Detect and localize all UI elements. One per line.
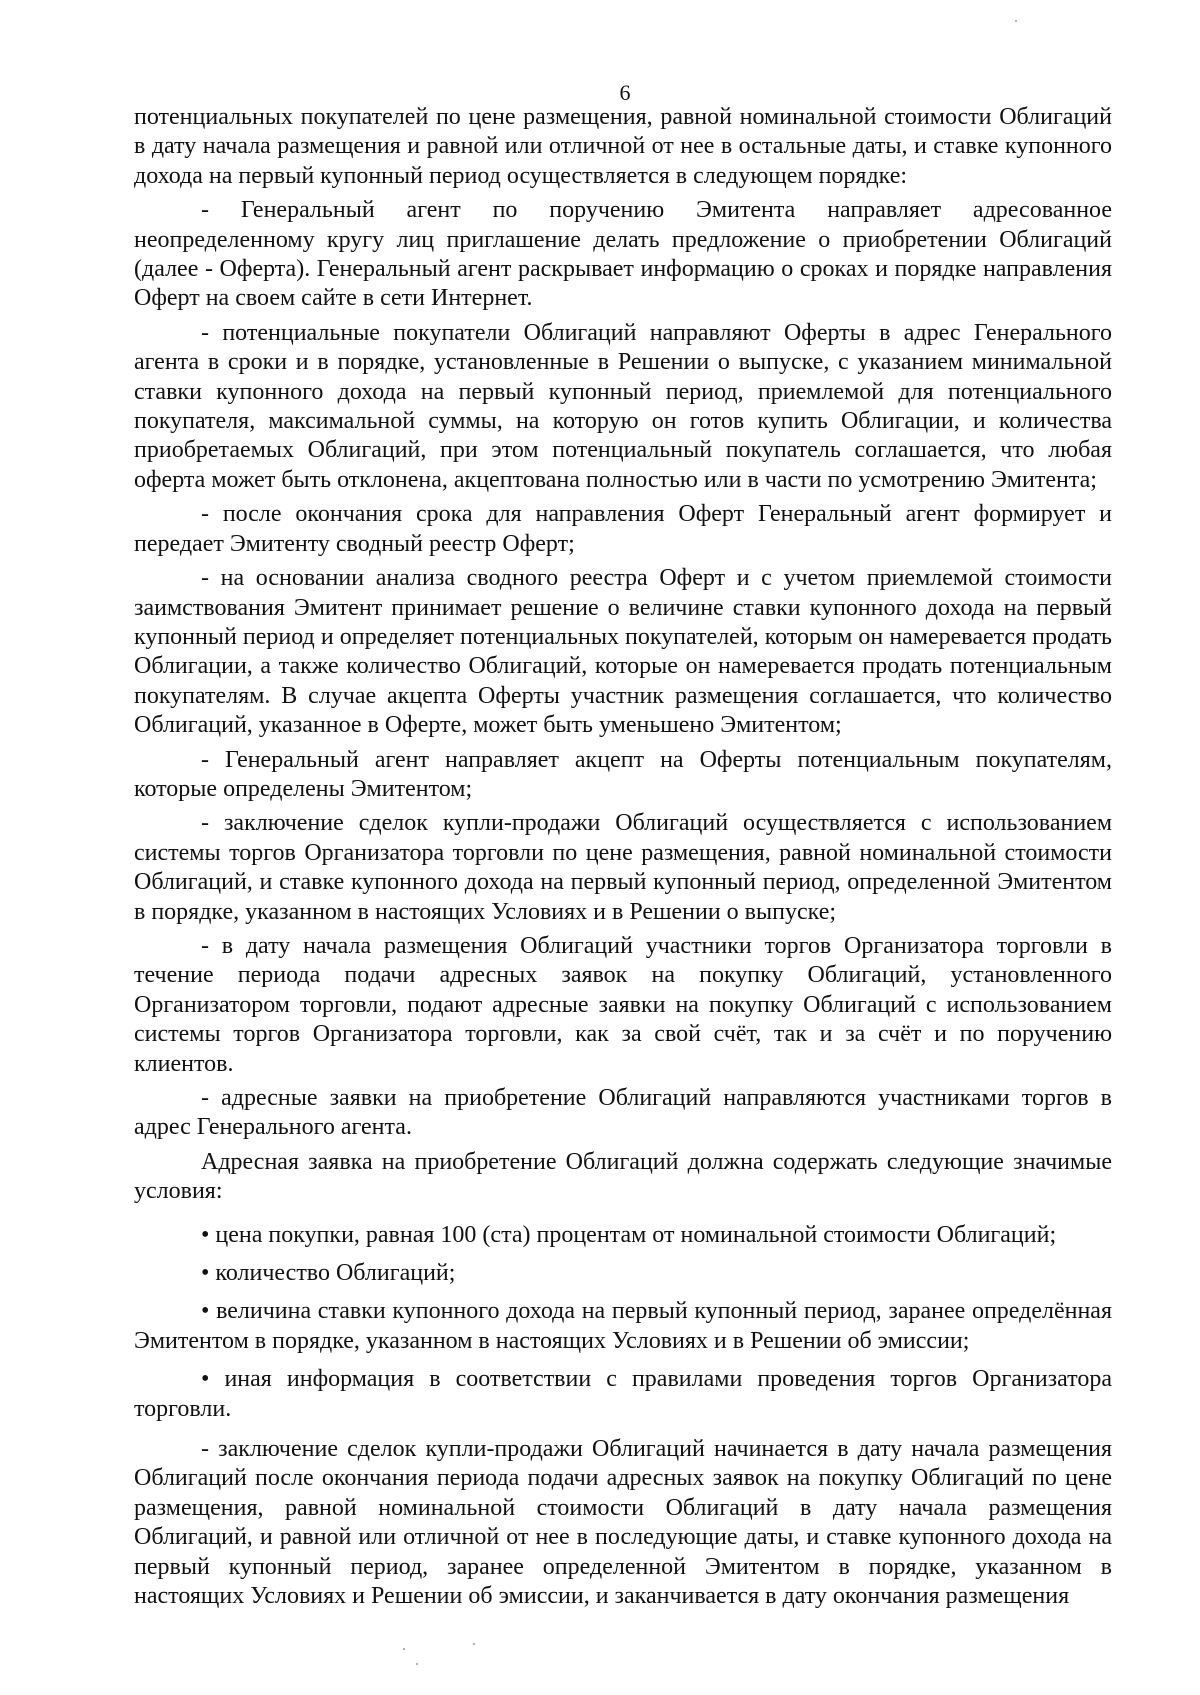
paragraph-offer-registry: - после окончания срока для направления Оферт Генеральный агент формирует и передает Эмитенту сводный реестр Оферт;	[134, 501, 1112, 557]
scan-speck	[403, 1648, 405, 1650]
document-body	[134, 103, 1112, 1612]
page-number: 6	[619, 80, 631, 105]
paragraph-buyers-send-offers: - потенциальные покупатели Облигаций направляют Оферты в адрес Генерального агента в сроки и в порядке, установленные в Решении о выпуске, с указанием минимальной ставки купонного дохода на первый купонный период, приемлемой для потенциального покупателя, максимальной суммы, на которую он готов купить Облигации, и количества приобретаемых Облигаций, при этом потенциальный покупатель соглашается, что любая оферта может быть отклонена, акцептована полностью или в части по усмотрению Эмитента;	[134, 319, 1112, 493]
paragraph-orders-to-agent: - адресные заявки на приобретение Облигаций направляются участниками торгов в адрес Генерального агента.	[134, 1085, 1112, 1141]
paragraph-order-conditions: Адресная заявка на приобретение Облигаций должна содержать следующие значимые условия:	[134, 1148, 1112, 1205]
scan-speck	[473, 1643, 475, 1645]
paragraph-acceptance: - Генеральный агент направляет акцепт на Оферты потенциальным покупателям, которые определены Эмитентом;	[134, 746, 1112, 802]
paragraph-placement-date-orders: - в дату начала размещения Облигаций участники торгов Организатора торговли в течение периода подачи адресных заявок на покупку Облигаций, установленного Организатором торговли, подают адресные заявки на покупку Облигаций с использованием системы торгов Организатора торговли, как за свой счёт, так и за счёт и по поручению клиентов.	[134, 932, 1112, 1077]
scan-speck	[416, 1663, 418, 1665]
paragraph-issuer-decision: - на основании анализа сводного реестра Оферт и с учетом приемлемой стоимости заимствования Эмитент принимает решение о величине ставки купонного дохода на первый купонный период и определяет потенциальных покупателей, которым он намеревается продать Облигации, а также количество Облигаций, которые он намеревается продать потенциальным покупателям. В случае акцепта Оферты участник размещения соглашается, что количество Облигаций, указанное в Оферте, может быть уменьшено Эмитентом;	[134, 565, 1112, 739]
paragraph-intro: потенциальных покупателей по цене размещения, равной номинальной стоимости Облигаций в дату начала размещения и равной или отличной от нее в остальные даты, и ставке купонного дохода на первый купонный период осуществляется в следующем порядке:	[134, 104, 1112, 189]
bullet-purchase-price: • цена покупки, равная 100 (ста) процентам от номинальной стоимости Облигаций;	[201, 1221, 1057, 1248]
paragraph-deal-conclusion: - заключение сделок купли-продажи Облигаций начинается в дату начала размещения Облигаций после окончания периода подачи адресных заявок на покупку Облигаций по цене размещения, равной номинальной стоимости Облигаций в дату начала размещения Облигаций, и равной или отличной от нее в последующие даты, и ставке купонного дохода на первый купонный период, заранее определенной Эмитентом в порядке, указанном в настоящих Условиях и Решении об эмиссии, и заканчивается в дату окончания размещения	[134, 1436, 1112, 1610]
bullet-quantity: • количество Облигаций;	[201, 1260, 456, 1287]
bullet-other-info: • иная информация в соответствии с правилами проведения торгов Организатора торговли.	[134, 1366, 1112, 1422]
bullet-coupon-rate: • величина ставки купонного дохода на первый купонный период, заранее определённая Эмитентом в порядке, указанном в настоящих Условиях и в Решении об эмиссии;	[134, 1298, 1112, 1354]
paragraph-general-agent-invitation: - Генеральный агент по поручению Эмитента направляет адресованное неопределенному кругу лиц приглашение делать предложение о приобретении Облигаций (далее - Оферта). Генеральный агент раскрывает информацию о сроках и порядке направления Оферт на своем сайте в сети Интернет.	[134, 197, 1112, 312]
scan-speck	[1015, 20, 1017, 22]
paragraph-trade-system: - заключение сделок купли-продажи Облигаций осуществляется с использованием системы торгов Организатора торговли по цене размещения, равной номинальной стоимости Облигаций, и ставке купонного дохода на первый купонный период, определенной Эмитентом в порядке, указанном в настоящих Условиях и в Решении о выпуске;	[134, 810, 1112, 925]
